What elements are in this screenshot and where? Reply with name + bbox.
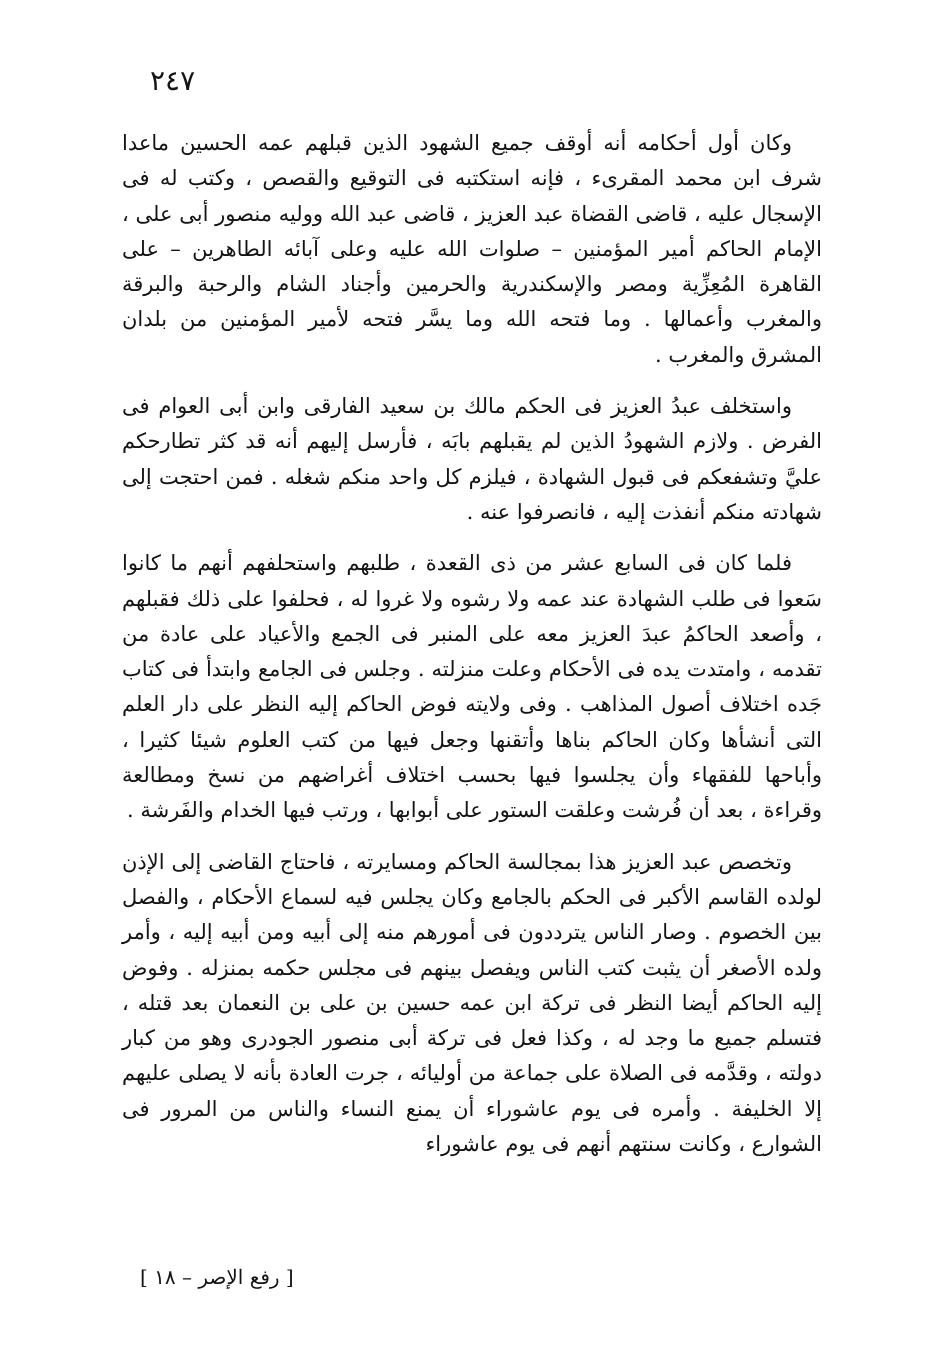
paragraph-2: واستخلف عبدُ العزيز فى الحكم مالك بن سعيد الفارقى وابن أبى العوام فى الفرض . ولازم الشهودُ الذين لم يقبلهم بابَه ، فأرسل إليهم أنه قد كثر تطارحكم عليَّ وتشفعكم فى قبول الشهادة ، فيلزم كل واحد منكم شغله . فمن احتجت إلى شهادته منكم أنفذت إليه ، فانصرفوا عنه .: [122, 394, 822, 524]
page-number: ٢٤٧: [150, 64, 196, 97]
paragraph-4: وتخصص عبد العزيز هذا بمجالسة الحاكم ومسايرته ، فاحتاج القاضى إلى الإذن لولده القاسم الأكبر فى الحكم بالجامع وكان يجلس فيه لسماع الأحكام ، والفصل بين الخصوم . وصار الناس يترددون فى أمورهم منه إلى أبيه ومن أبيه إليه ، وأمر ولده الأصغر أن يثبت كتب الناس ويفصل بينهم فى مجلس حكمه بمنزله . وفوض إليه الحاكم أيضا النظر فى تركة ابن عمه حسين بن على بن النعمان بعد قتله ، فتسلم جميع ما وجد له ، وكذا فعل فى تركة أبى منصور الجودرى وهو من كبار دولته ، وقدَّمه فى الصلاة على جماعة من أوليائه ، جرت العادة بأنه لا يصلى عليهم إلا الخليفة . وأمره فى يوم عاشوراء أن يمنع النساء والناس من المرور فى الشوارع ، وكانت سنتهم أنهم فى يوم عاشوراء: [122, 849, 822, 1157]
body-text: [122, 126, 822, 1178]
paragraph-3: فلما كان فى السابع عشر من ذى القعدة ، طلبهم واستحلفهم أنهم ما كانوا سَعوا فى طلب الشهادة عند عمه ولا رشوه ولا غروا له ، فحلفوا على ذلك فقبلهم ، وأصعد الحاكمُ عبدَ العزيز معه على المنبر فى الجمع والأعياد على عادة من تقدمه ، وامتدت يده فى الأحكام وعلت منزلته . وجلس فى الجامع وابتدأ فى كتاب جَده اختلاف أصول المذاهب . وفى ولايته فوض الحاكم إليه النظر على دار العلم التى أنشأها وكان الحاكم بناها وأتقنها وجعل فيها من كتب العلوم شيئا كثيرا ، وأباحها للفقهاء وأن يجلسوا فيها بحسب اختلاف أغراضهم من نسخ ومطالعة وقراءة ، بعد أن فُرشت وعلقت الستور على أبوابها ، ورتب فيها الخدام والفَرشة .: [122, 551, 822, 823]
paragraph-1: وكان أول أحكامه أنه أوقف جميع الشهود الذين قبلهم عمه الحسين ماعدا شرف ابن محمد المقرىء ، فإنه استكتبه فى التوقيع والقصص ، وكتب له فى الإسجال عليه ، قاضى القضاة عبد العزيز ، قاضى عبد الله ووليه منصور أبى على ، الإمام الحاكم أمير المؤمنين – صلوات الله عليه وعلى آبائه الطاهرين – على القاهرة المُعِزِّية ومصر والإسكندرية والحرمين وأجناد الشام والرحبة والبرقة والمغرب وأعمالها . وما فتحه الله وما يسَّر فتحه لأمير المؤمنين من بلدان المشرق والمغرب .: [122, 131, 822, 367]
footer-signature: [ رفع الإصر – ١٨ ]: [140, 1265, 294, 1289]
